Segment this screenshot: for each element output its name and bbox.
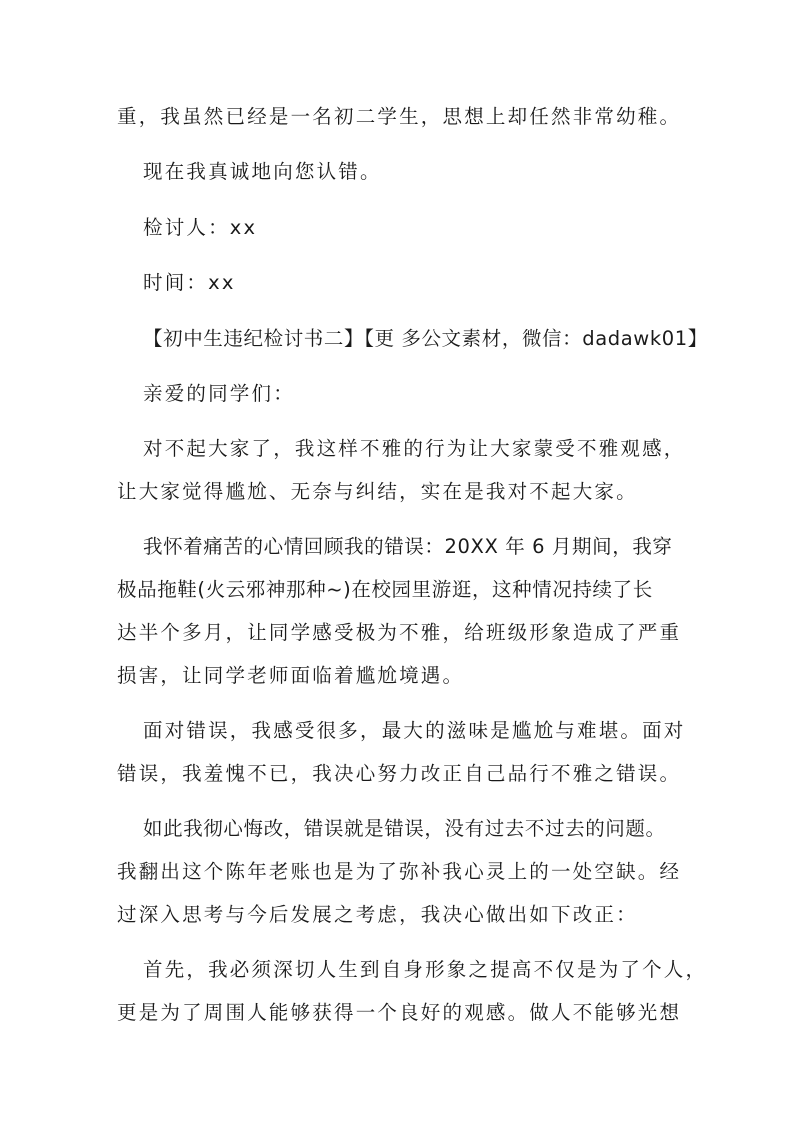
body-text-line: 我翻出这个陈年老账也是为了弥补我心灵上的一处空缺。经	[117, 860, 682, 883]
date-line: 时间：xx	[143, 271, 236, 294]
body-text-line: 面对错误，我感受很多，最大的滋味是尴尬与难堪。面对	[143, 719, 686, 742]
body-text-line: 首先，我必须深切人生到自身形象之提高不仅是为了个人，	[143, 958, 708, 981]
body-text-line: 过深入思考与今后发展之考虑，我决心做出如下改正：	[117, 903, 638, 926]
body-text-line: 错误，我羞愧不已，我决心努力改正自己品行不雅之错误。	[117, 762, 682, 785]
body-text-line: 达半个多月，让同学感受极为不雅，给班级形象造成了严重	[117, 621, 682, 644]
section-heading: 【初中生违纪检讨书二】【更 多公文素材，微信：dadawk01】	[143, 327, 708, 350]
body-text-line: 损害，让同学老师面临着尴尬境遇。	[117, 664, 465, 687]
body-text-line: 更是为了周围人能够获得一个良好的观感。做人不能够光想	[117, 1001, 682, 1024]
body-text-line: 让大家觉得尴尬、无奈与纠结，实在是我对不起大家。	[117, 480, 638, 503]
body-text-line: 重，我虽然已经是一名初二学生，思想上却任然非常幼稚。	[117, 105, 682, 128]
body-text-line: 我怀着痛苦的心情回顾我的错误：20XX 年 6 月期间，我穿	[143, 535, 673, 558]
body-text-line: 现在我真诚地向您认错。	[143, 160, 382, 183]
body-text-line: 极品拖鞋(火云邪神那种~)在校园里游逛，这种情况持续了长	[117, 578, 653, 601]
body-text-line: 如此我彻心悔改，错误就是错误，没有过去不过去的问题。	[143, 817, 666, 840]
body-text-line: 对不起大家了，我这样不雅的行为让大家蒙受不雅观感，	[143, 437, 686, 460]
signature-line: 检讨人：xx	[143, 216, 258, 239]
salutation: 亲爱的同学们：	[143, 382, 295, 405]
